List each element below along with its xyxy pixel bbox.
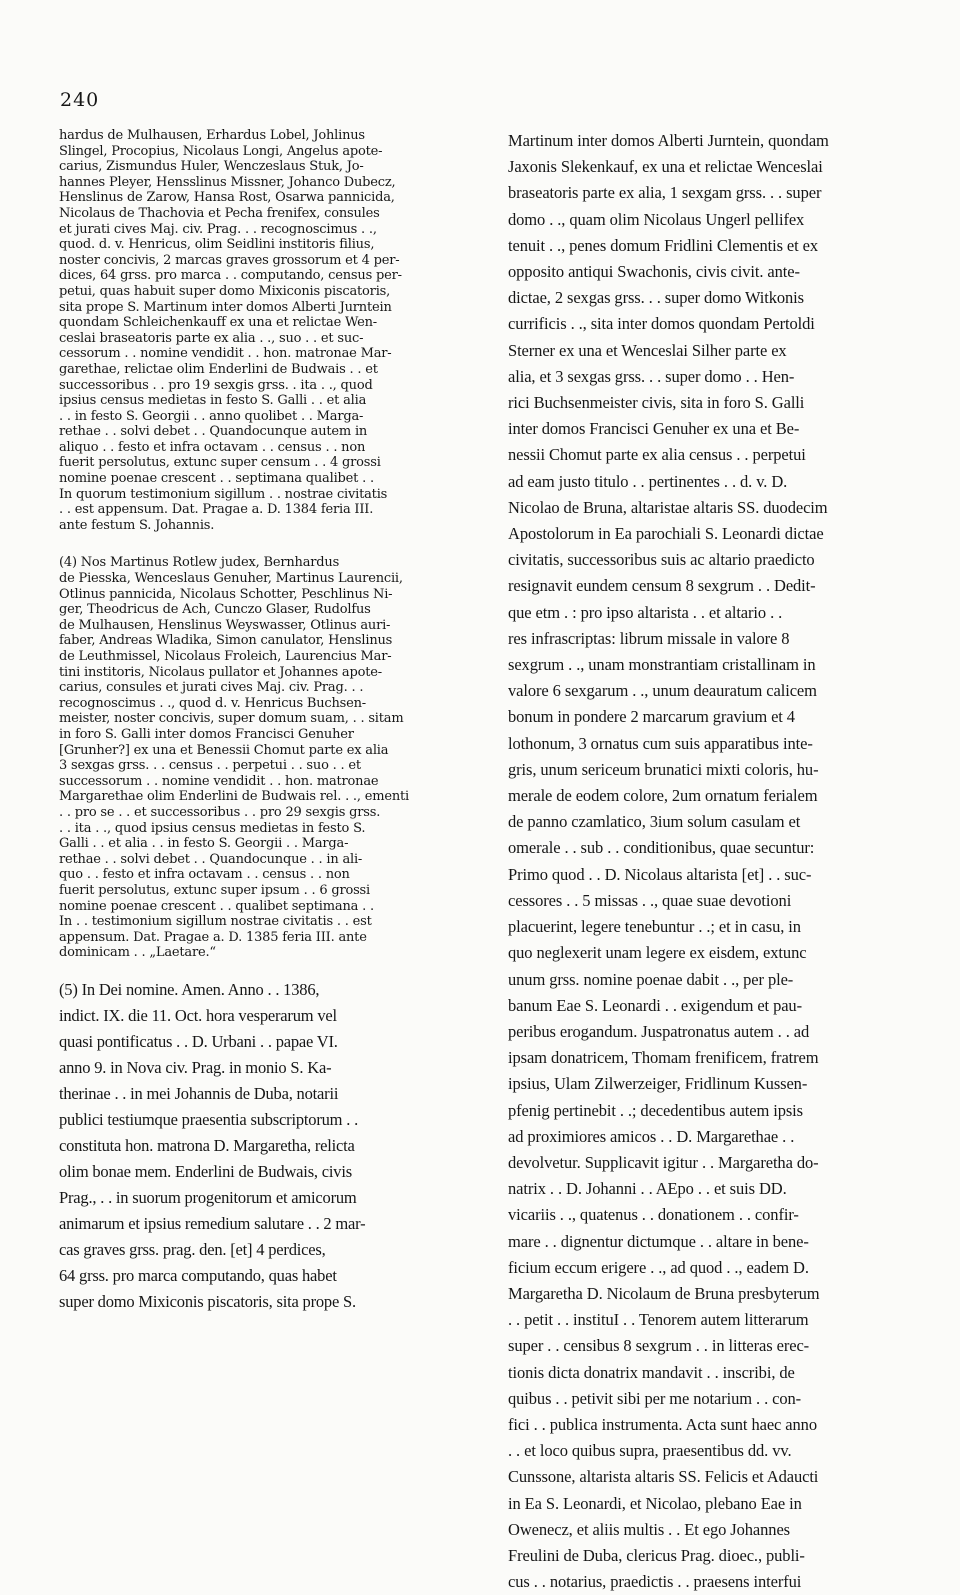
text-line: nessii Chomut parte ex alia census . . perpetui [508,445,806,465]
text-line: ipsius census medietas in festo S. Galli . . et alia [59,393,367,409]
text-line: dictae, 2 sexgas grss. . . super domo Witkonis [508,288,804,308]
paragraph-4 [59,555,487,960]
text-line: . . ita . ., quod ipsius census medietas in festo S. [59,820,366,836]
text-line: ipsam donatricem, Thomam frenificem, fratrem [508,1048,819,1068]
text-line: hardus de Mulhausen, Erhardus Lobel, Johlinus [59,128,365,143]
text-line: tini institoris, Nicolaus pullator et Johannes apote- [59,664,382,680]
right-column [508,128,936,1595]
text-line: . . pro se . . et successoribus . . pro 29 sexgis grss. [59,804,381,820]
text-line: Henslinus de Zarow, Hansa Rost, Osarwa pannicida, [59,190,395,206]
text-line: super domo Mixiconis piscatoris, sita prope S. [59,1291,356,1311]
text-line: Prag., . . in suorum progenitorum et amicorum [59,1187,357,1207]
text-line: natrix . . D. Johanni . . AEpo . . et suis DD. [508,1179,787,1199]
text-line: in Ea S. Leonardi, et Nicolao, plebano Eae in [508,1493,802,1513]
text-line: cus . . notarius, praedictis . . praesens interfui [508,1572,802,1592]
text-line: rici Buchsenmeister civis, sita in foro S. Galli [508,393,805,413]
text-line: currificis . ., sita inter domos quondam Pertoldi [508,314,815,334]
text-line: rethae . . solvi debet . . Quandocunque autem in [59,424,368,440]
text-line: cessores . . 5 missas . ., quae suae devotioni [508,890,792,910]
text-line: petui, quas habuit super domo Mixiconis piscatoris, [59,283,391,299]
text-line: mare . . dignentur dictumque . . altare in bene- [508,1231,809,1251]
text-line: devolvetur. Supplicavit igitur . . Margaretha do- [508,1152,819,1172]
text-line: de panno czamlatico, 3ium solum casulam et [508,812,801,832]
text-line: omerale . . sub . . conditionibus, quae secuntur: [508,838,815,858]
text-line: rethae . . solvi debet . . Quandocunque . . in ali- [59,851,363,867]
text-line: noster concivis, 2 marcas graves grossorum et 4 per- [59,252,400,268]
text-line: in foro S. Galli inter domos Francisci Genuher [59,726,354,742]
text-line: cessorum . . nomine vendidit . . hon. matronae Mar- [59,346,392,362]
text-line: vicariis . ., quatenus . . donationem . . confir- [508,1205,799,1225]
text-line: lothonum, 3 ornatus cum suis apparatibus inte- [508,733,813,753]
text-line: recognoscimus . ., quod d. v. Henricus Buchsen- [59,695,366,711]
paragraph-3 [59,128,487,533]
text-line: Margarethae olim Enderlini de Budwais rel. . ., ementi [59,789,409,805]
text-line: (4) Nos Martinus Rotlew judex, Bernhardus [59,555,340,571]
text-line: Jaxonis Slekenkauf, ex una et relictae Wenceslai [508,157,823,177]
text-line: In quorum testimonium sigillum . . nostrae civitatis [59,486,388,502]
text-line: Sterner ex una et Wenceslai Silher parte ex [508,340,787,360]
text-line: ipsius, Ulam Zilwerzeiger, Fridlinum Kussen- [508,1074,808,1094]
text-line: bonum in pondere 2 marcarum gravium et 4 [508,707,795,727]
text-line: dominicam . . „Laetare.“ [59,945,216,961]
text-line: et jurati cives Maj. civ. Prag. . . recognoscimus . ., [59,221,377,237]
text-line: nomine poenae crescent . . septimana qualibet . . [59,471,374,487]
text-line: braseatoris parte ex alia, 1 sexgam grss. . . super [508,183,822,203]
text-line: Primo quod . . D. Nicolaus altarista [et] . . suc- [508,864,812,884]
text-line: placuerint, legere tenebuntur . .; et in casu, in [508,917,801,937]
text-line: sexgrum . ., unam monstrantiam cristallinam in [508,655,816,675]
text-line: therinae . . in mei Johannis de Duba, notarii [59,1083,339,1103]
text-line: Slingel, Procopius, Nicolaus Longi, Angelus apote- [59,143,383,159]
text-line: successorum . . nomine vendidit . . hon. matronae [59,773,379,789]
text-line: garethae, relictae olim Enderlini de Budwais . . et [59,361,378,377]
text-line: (5) In Dei nomine. Amen. Anno . . 1386, [59,979,320,999]
text-line: quo neglexerit unam legere ex eisdem, extunc [508,943,807,963]
text-line: ad proximiores amicos . . D. Margarethae . . [508,1126,795,1146]
text-line: domo . ., quam olim Nicolaus Ungerl pellifex [508,209,805,229]
text-line: civitatis, successoribus suis ac altario praedicto [508,550,815,570]
text-line: tenuit . ., penes domum Fridlini Clementis et ex [508,235,819,255]
text-line: quo . . festo et infra octavam . . census . . non [59,867,350,883]
text-line: Galli . . et alia . . in festo S. Georgii . . Marga- [59,836,349,852]
text-line: [Grunher?] ex una et Benessii Chomut parte ex alia [59,742,389,758]
text-line: quondam Schleichenkauff ex una et relictae Wen- [59,315,377,331]
text-line: que etm . : pro ipso altarista . . et altario . . [508,602,783,622]
text-line: quibus . . petivit sibi per me notarium . . con- [508,1388,802,1408]
text-line: anno 9. in Nova civ. Prag. in monio S. Ka- [59,1057,332,1077]
text-line: opposito antiqui Swachonis, civis civit. ante- [508,262,800,282]
text-line: fici . . publica instrumenta. Acta sunt haec anno [508,1414,817,1434]
text-line: inter domos Francisci Genuher ex una et Be- [508,419,800,439]
text-line: aliquo . . festo et infra octavam . . census . . non [59,439,366,455]
text-line: tionis dicta donatrix mandavit . . inscribi, de [508,1362,795,1382]
text-line: Freulini de Duba, clericus Prag. dioec., publi- [508,1545,805,1565]
text-line: de Mulhausen, Henslinus Weyswasser, Otlinus auri- [59,617,391,633]
text-line: Nicolao de Bruna, altaristae altaris SS. duodecim [508,497,828,517]
text-line: peribus erogandum. Juspatronatus autem . . ad [508,1021,810,1041]
text-line: ante festum S. Johannis. [59,517,215,533]
text-line: sita prope S. Martinum inter domos Alberti Jurntein [59,299,392,315]
text-line: cas graves grss. prag. den. [et] 4 perdices, [59,1239,326,1259]
text-line: fuerit persolutus, extunc super ipsum . . 6 grossi [59,882,370,898]
text-line: unum grss. nomine poenae dabit . ., per ple- [508,969,794,989]
text-line: quasi pontificatus . . D. Urbani . . papae VI. [59,1031,338,1051]
text-line: gris, unum sericeum brunatici mixti coloris, hu- [508,759,819,779]
text-line: alia, et 3 sexgas grss. . . super domo . . Hen- [508,366,795,386]
text-line: constituta hon. matrona D. Margaretha, relicta [59,1135,355,1155]
text-line: de Leuthmissel, Nicolaus Froleich, Laurencius Mar- [59,649,392,664]
text-line: ger, Theodricus de Ach, Cunczo Glaser, Rudolfus [59,602,371,618]
text-line: . . et loco quibus supra, praesentibus dd. vv. [508,1441,792,1461]
text-line: meister, noster concivis, super domum suam, . . sitam [59,711,404,727]
text-line: resignavit eundem censum 8 sexgrum . . Dedit- [508,576,816,596]
text-line: fuerit persolutus, extunc super censum . . 4 grossi [59,455,381,471]
text-line: de Piesska, Wenceslaus Genuher, Martinus Laurencii, [59,571,403,587]
text-line: banum Eae S. Leonardi . . exigendum et pau- [508,995,802,1015]
text-line: 64 grss. pro marca computando, quas habet [59,1265,337,1285]
text-line: ficium eccum erigere . ., ad quod . ., eadem D. [508,1257,809,1277]
text-line: carius, consules et jurati cives Maj. civ. Prag. . . [59,680,364,696]
text-line: Owenecz, et aliis multis . . Et ego Johannes [508,1519,790,1539]
left-column [59,128,487,1315]
text-line: Cunssone, altarista altaris SS. Felicis et Adaucti [508,1467,819,1487]
text-line: carius, Zismundus Huler, Wenczeslaus Stuk, Jo- [59,159,364,175]
text-line: ceslai braseatoris parte ex alia . ., suo . . et suc- [59,330,364,346]
text-line: valore 6 sexgarum . ., unum deauratum calicem [508,681,817,701]
text-line: faber, Andreas Wladika, Simon canulator, Henslinus [59,633,393,649]
text-line: nomine poenae crescent . . qualibet septimana . . [59,898,374,914]
text-line: Apostolorum in Ea parochiali S. Leonardi dictae [508,524,824,544]
text-line: . . est appensum. Dat. Pragae a. D. 1384 feria III. [59,502,374,518]
text-line: 3 sexgas grss. . . census . . perpetui . . suo . . et [59,758,361,774]
text-line: dices, 64 grss. pro marca . . computando, census per- [59,268,402,284]
page-number: 240 [60,89,100,111]
text-line: animarum et ipsius remedium salutare . . 2 mar- [59,1213,366,1233]
text-line: quod. d. v. Henricus, olim Seidlini institoris filius, [59,237,375,253]
paragraph-5 [59,977,487,1315]
text-line: Otlinus pannicida, Nicolaus Schotter, Peschlinus Ni- [59,586,393,602]
text-line: Nicolaus de Thachovia et Pecha frenifex, consules [59,205,380,221]
text-line: . . petit . . instituI . . Tenorem autem litterarum [508,1310,809,1330]
text-line: pfenig pertinebit . .; decedentibus autem ipsis [508,1100,803,1120]
text-line: appensum. Dat. Pragae a. D. 1385 feria III. ante [59,929,367,945]
text-line: hannes Pleyer, Hensslinus Missner, Johanco Dubecz, [59,174,396,190]
text-line: super . . censibus 8 sexgrum . . in litteras erec- [508,1336,810,1356]
text-line: res infrascriptas: librum missale in valore 8 [508,628,790,648]
text-line: . . in festo S. Georgii . . anno quolibet . . Marga- [59,408,364,424]
text-line: olim bonae mem. Enderlini de Budwais, civis [59,1161,352,1181]
text-line: merale de eodem colore, 2um ornatum ferialem [508,786,818,806]
text-line: Martinum inter domos Alberti Jurntein, quondam [508,131,829,150]
text-line: successoribus . . pro 19 sexgis grss. . ita . ., quod [59,377,373,393]
text-line: In . . testimonium sigillum nostrae civitatis . . est [59,914,372,930]
text-line: publici testiumque praesentia subscriptorum . . [59,1109,358,1129]
text-line: indict. IX. die 11. Oct. hora vesperarum vel [59,1005,337,1025]
text-line: ad eam justo titulo . . pertinentes . . d. v. D. [508,471,788,491]
text-line: Margaretha D. Nicolaum de Bruna presbyterum [508,1283,820,1303]
